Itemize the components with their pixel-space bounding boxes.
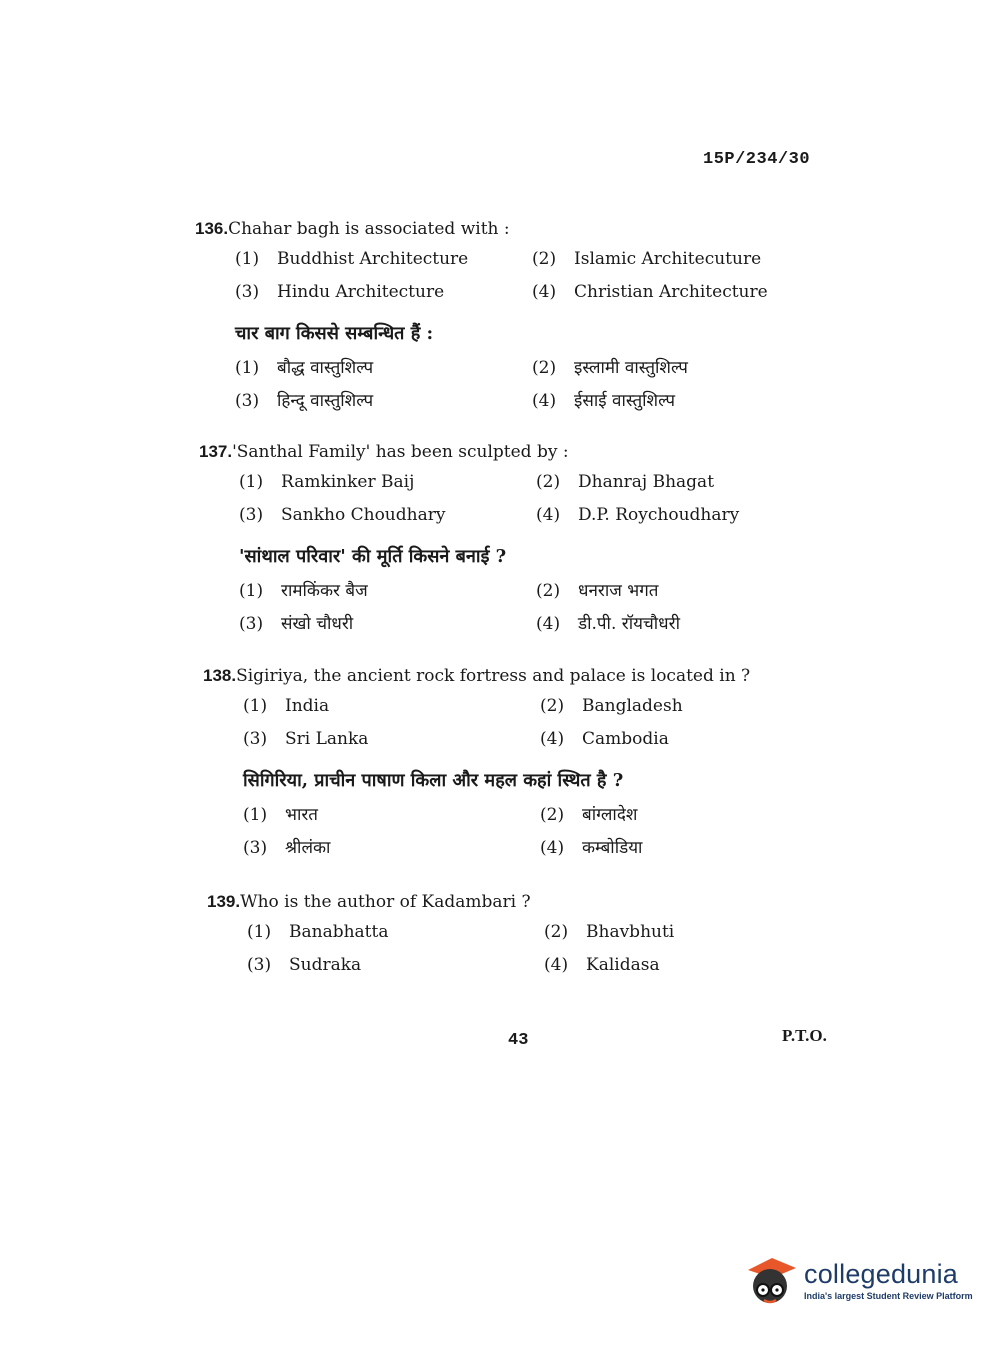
hindi-option-2 bbox=[540, 802, 637, 825]
question-number: 139. bbox=[207, 892, 241, 911]
hindi-option-4 bbox=[540, 835, 642, 858]
hindi-option-4 bbox=[532, 388, 675, 411]
page-number: 43 bbox=[508, 1031, 529, 1050]
option-number: (3) bbox=[247, 955, 272, 975]
option-text: श्रीलंका bbox=[285, 838, 331, 858]
option-4 bbox=[532, 282, 768, 302]
option-4 bbox=[540, 729, 669, 749]
option-number: (3) bbox=[235, 391, 260, 411]
option-number: (4) bbox=[536, 614, 561, 634]
option-number: (3) bbox=[239, 505, 264, 525]
option-text: Bhavbhuti bbox=[586, 922, 675, 942]
question-137 bbox=[199, 442, 839, 644]
option-number: (2) bbox=[536, 581, 561, 601]
question-text: Who is the author of Kadambari ? bbox=[240, 892, 531, 912]
option-text: Ramkinker Baij bbox=[281, 472, 415, 492]
option-text: Christian Architecture bbox=[574, 282, 768, 302]
option-text: Sri Lanka bbox=[285, 729, 369, 749]
hindi-question-text: सिगिरिया, प्राचीन पाषाण किला और महल कहां स्थित है ? bbox=[243, 770, 624, 791]
option-number: (4) bbox=[532, 282, 557, 302]
option-1 bbox=[247, 922, 388, 942]
option-number: (1) bbox=[243, 696, 268, 716]
option-text: Hindu Architecture bbox=[277, 282, 445, 302]
question-136 bbox=[195, 219, 835, 421]
option-text: इस्लामी वास्तुशिल्प bbox=[574, 358, 688, 378]
option-number: (3) bbox=[235, 282, 260, 302]
option-number: (1) bbox=[243, 805, 268, 825]
hindi-option-3 bbox=[239, 611, 353, 634]
option-number: (4) bbox=[536, 505, 561, 525]
question-139 bbox=[207, 892, 847, 988]
question-text-line bbox=[195, 219, 835, 239]
hindi-option-4 bbox=[536, 611, 680, 634]
option-3 bbox=[239, 505, 445, 525]
option-number: (1) bbox=[235, 358, 260, 378]
option-number: (2) bbox=[540, 805, 565, 825]
english-options bbox=[243, 696, 843, 762]
option-text: Banabhatta bbox=[289, 922, 389, 942]
option-3 bbox=[247, 955, 361, 975]
option-number: (2) bbox=[532, 358, 557, 378]
option-number: (4) bbox=[532, 391, 557, 411]
english-options bbox=[247, 922, 847, 988]
option-text: Dhanraj Bhagat bbox=[578, 472, 715, 492]
logo-tagline: India's largest Student Review Platform bbox=[804, 1291, 973, 1301]
option-number: (4) bbox=[540, 838, 565, 858]
option-text: रामकिंकर बैज bbox=[281, 581, 368, 601]
option-3 bbox=[243, 729, 368, 749]
option-text: ईसाई वास्तुशिल्प bbox=[574, 391, 676, 411]
hindi-question-text: 'सांथाल परिवार' की मूर्ति किसने बनाई ? bbox=[239, 546, 507, 567]
option-number: (2) bbox=[540, 696, 565, 716]
option-text: बांग्लादेश bbox=[582, 805, 638, 825]
question-text: Chahar bagh is associated with : bbox=[228, 219, 510, 239]
option-text: डी.पी. रॉयचौधरी bbox=[578, 614, 680, 634]
english-options bbox=[235, 249, 835, 315]
option-number: (4) bbox=[544, 955, 569, 975]
hindi-option-2 bbox=[532, 355, 688, 378]
option-text: हिन्दू वास्तुशिल्प bbox=[277, 391, 374, 411]
question-text: Sigiriya, the ancient rock fortress and palace is located in ? bbox=[236, 666, 751, 686]
question-text: 'Santhal Family' has been sculpted by : bbox=[232, 442, 569, 462]
hindi-option-3 bbox=[243, 835, 330, 858]
hindi-option-1 bbox=[243, 802, 318, 825]
option-text: Sudraka bbox=[289, 955, 362, 975]
option-text: India bbox=[285, 696, 330, 716]
hindi-options bbox=[235, 355, 835, 421]
option-text: Sankho Choudhary bbox=[281, 505, 446, 525]
option-2 bbox=[544, 922, 674, 942]
option-number: (2) bbox=[536, 472, 561, 492]
logo-name: collegedunia bbox=[804, 1259, 959, 1289]
option-text: धनराज भगत bbox=[578, 581, 659, 601]
collegedunia-logo bbox=[742, 1252, 973, 1308]
question-number: 137. bbox=[199, 442, 233, 461]
question-text-line bbox=[203, 666, 843, 686]
hindi-option-1 bbox=[235, 355, 373, 378]
option-number: (1) bbox=[235, 249, 260, 269]
option-1 bbox=[243, 696, 329, 716]
option-2 bbox=[536, 472, 714, 492]
question-number: 136. bbox=[195, 219, 229, 238]
option-number: (2) bbox=[532, 249, 557, 269]
hindi-options bbox=[243, 802, 843, 868]
question-number: 138. bbox=[203, 666, 237, 685]
english-options bbox=[239, 472, 839, 538]
option-4 bbox=[544, 955, 660, 975]
option-number: (3) bbox=[243, 838, 268, 858]
paper-code: 15P/234/30 bbox=[703, 150, 811, 169]
question-text-line bbox=[207, 892, 847, 912]
option-number: (3) bbox=[239, 614, 264, 634]
hindi-option-3 bbox=[235, 388, 373, 411]
hindi-option-2 bbox=[536, 578, 658, 601]
option-1 bbox=[239, 472, 414, 492]
option-text: कम्बोडिया bbox=[582, 838, 643, 858]
hindi-options bbox=[239, 578, 839, 644]
option-1 bbox=[235, 249, 468, 269]
option-3 bbox=[235, 282, 444, 302]
option-4 bbox=[536, 505, 739, 525]
option-number: (2) bbox=[544, 922, 569, 942]
option-number: (3) bbox=[243, 729, 268, 749]
option-text: Bangladesh bbox=[582, 696, 683, 716]
option-2 bbox=[532, 249, 761, 269]
option-text: Islamic Architecuture bbox=[574, 249, 762, 269]
option-2 bbox=[540, 696, 683, 716]
option-number: (1) bbox=[239, 581, 264, 601]
option-text: संखो चौधरी bbox=[281, 614, 354, 634]
hindi-question-text: चार बाग किससे सम्बन्धित हैं : bbox=[235, 323, 434, 344]
option-text: Kalidasa bbox=[586, 955, 660, 975]
option-text: बौद्ध वास्तुशिल्प bbox=[277, 358, 374, 378]
graduate-mascot-logo-icon bbox=[742, 1252, 798, 1308]
option-text: Cambodia bbox=[582, 729, 669, 749]
pto-label: P.T.O. bbox=[782, 1026, 827, 1045]
option-number: (4) bbox=[540, 729, 565, 749]
option-text: Buddhist Architecture bbox=[277, 249, 469, 269]
question-138 bbox=[203, 666, 843, 868]
option-number: (1) bbox=[247, 922, 272, 942]
question-text-line bbox=[199, 442, 839, 462]
option-number: (1) bbox=[239, 472, 264, 492]
option-text: भारत bbox=[285, 805, 318, 825]
option-text: D.P. Roychoudhary bbox=[578, 505, 740, 525]
hindi-option-1 bbox=[239, 578, 368, 601]
